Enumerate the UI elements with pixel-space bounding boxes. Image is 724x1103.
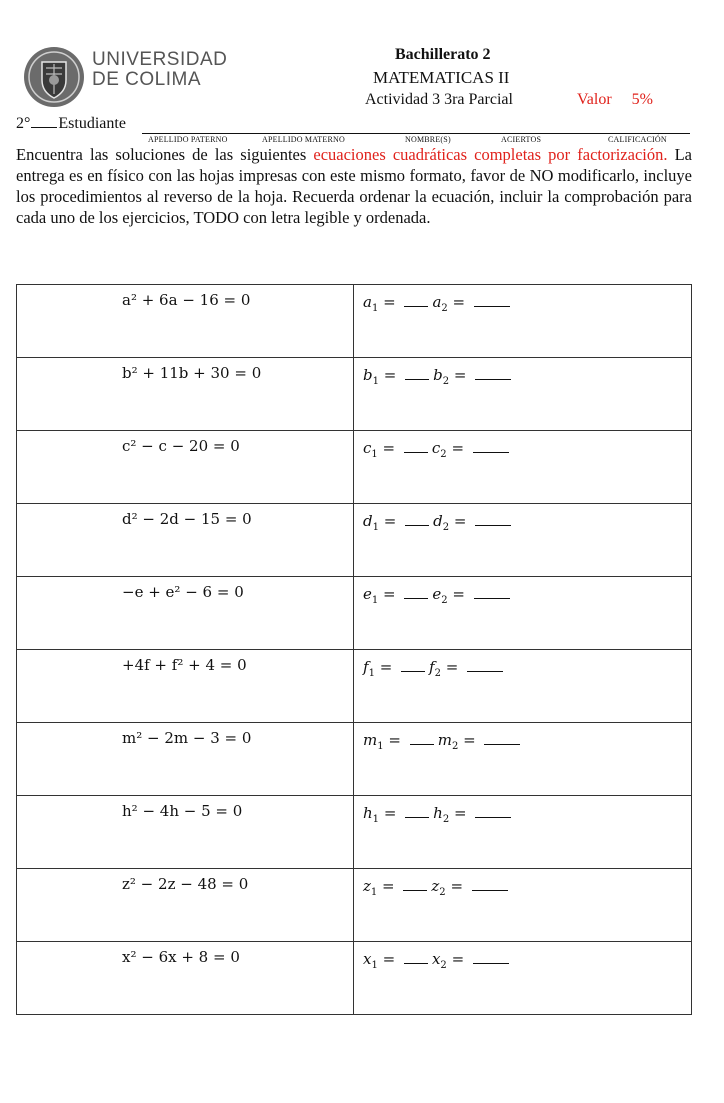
answer-subscript: 1	[371, 303, 379, 314]
answer-blanks[interactable]	[363, 877, 512, 898]
answer-variable: b	[433, 366, 443, 384]
answer-subscript: 1	[372, 814, 380, 825]
answer-variable: x	[363, 950, 372, 968]
answer-subscript: 1	[371, 595, 379, 606]
answer-variable: d	[363, 512, 373, 530]
answer-cell[interactable]	[354, 577, 692, 650]
equals-sign: =	[383, 731, 406, 749]
answer-blanks[interactable]	[363, 731, 524, 752]
answer-variable: c	[363, 439, 372, 457]
equation-cell	[17, 577, 354, 650]
field-aciertos: ACIERTOS	[501, 135, 542, 144]
subject-title: MATEMATICAS II	[373, 68, 510, 87]
answer-subscript: 1	[371, 449, 378, 460]
instructions-part1: Encuentra las soluciones de las siguientes	[16, 145, 314, 164]
answer-subscript: 2	[440, 449, 447, 460]
answer-blank-line[interactable]	[474, 296, 510, 307]
answer-blank-line[interactable]	[475, 515, 511, 526]
answer-blank-line[interactable]	[401, 661, 425, 672]
answer-variable: x	[431, 950, 441, 968]
answer-variable: a	[432, 293, 442, 311]
answer-variable: b	[363, 366, 373, 384]
equals-sign: =	[447, 293, 470, 311]
answer-subscript: 1	[368, 668, 375, 679]
answer-subscript: 2	[442, 814, 450, 825]
exercise-row	[17, 577, 692, 650]
answer-blank-line[interactable]	[405, 369, 429, 380]
equation-text: h² − 4h − 5 = 0	[122, 802, 243, 820]
equation-cell	[17, 431, 354, 504]
field-calificacion: CALIFICACIÓN	[608, 135, 667, 144]
exercise-row	[17, 796, 692, 869]
grade-blank[interactable]	[31, 115, 57, 128]
answer-blank-line[interactable]	[473, 442, 509, 453]
answer-cell[interactable]	[354, 285, 692, 358]
instructions-paragraph	[16, 144, 692, 228]
answer-subscript: 1	[371, 960, 378, 971]
answer-subscript: 2	[441, 595, 448, 606]
answer-cell[interactable]	[354, 650, 692, 723]
equals-sign: =	[374, 658, 398, 676]
answer-cell[interactable]	[354, 869, 692, 942]
answer-cell[interactable]	[354, 796, 692, 869]
answer-blanks[interactable]	[363, 366, 515, 387]
answer-blank-line[interactable]	[404, 588, 428, 599]
field-apellido-materno: APELLIDO MATERNO	[262, 135, 345, 144]
answer-blank-line[interactable]	[403, 880, 427, 891]
exercise-row	[17, 723, 692, 796]
answer-blanks[interactable]	[363, 512, 515, 533]
answer-variable: a	[363, 293, 372, 311]
answer-blanks[interactable]	[363, 804, 515, 825]
exercise-row	[17, 650, 692, 723]
grade-label: 2°	[16, 115, 31, 132]
answer-blanks[interactable]	[363, 585, 514, 606]
answer-cell[interactable]	[354, 942, 692, 1015]
answer-variable: z	[363, 877, 371, 895]
equals-sign: =	[378, 512, 402, 530]
answer-blank-line[interactable]	[473, 953, 509, 964]
equals-sign: =	[379, 804, 402, 822]
answer-subscript: 2	[451, 741, 459, 752]
equals-sign: =	[449, 804, 472, 822]
equals-sign: =	[377, 950, 400, 968]
equals-sign: =	[446, 950, 469, 968]
equation-cell	[17, 942, 354, 1015]
equation-cell	[17, 285, 354, 358]
university-name-line1: UNIVERSIDAD	[92, 49, 228, 70]
answer-variable: c	[431, 439, 441, 457]
answer-blank-line[interactable]	[405, 515, 429, 526]
answer-subscript: 2	[442, 376, 450, 387]
answer-subscript: 2	[434, 668, 441, 679]
answer-blanks[interactable]	[363, 439, 513, 460]
university-seal-logo	[22, 44, 86, 110]
equals-sign: =	[377, 877, 400, 895]
answer-subscript: 2	[439, 887, 446, 898]
equation-cell	[17, 358, 354, 431]
answer-subscript: 2	[442, 522, 450, 533]
answer-blank-line[interactable]	[472, 880, 508, 891]
equation-text: m² − 2m − 3 = 0	[122, 729, 252, 747]
instructions-highlight: ecuaciones cuadráticas completas por factorización.	[313, 145, 668, 164]
answer-cell[interactable]	[354, 358, 692, 431]
answer-blank-line[interactable]	[410, 734, 434, 745]
answer-variable: h	[363, 804, 373, 822]
answer-variable: m	[363, 731, 378, 749]
answer-blank-line[interactable]	[404, 953, 428, 964]
course-level: Bachillerato 2	[395, 46, 491, 63]
answer-variable: m	[437, 731, 452, 749]
activity-title: Actividad 3 3ra Parcial	[365, 91, 513, 108]
answer-subscript: 1	[377, 741, 384, 752]
answer-cell[interactable]	[354, 504, 692, 577]
equation-text: a² + 6a − 16 = 0	[122, 291, 251, 309]
exercise-row	[17, 942, 692, 1015]
answer-blank-line[interactable]	[404, 442, 428, 453]
student-line	[16, 115, 126, 133]
exercise-row	[17, 285, 692, 358]
equation-cell	[17, 796, 354, 869]
answer-blanks[interactable]	[363, 293, 514, 314]
answer-subscript: 2	[441, 303, 448, 314]
equals-sign: =	[440, 658, 464, 676]
exercise-row	[17, 504, 692, 577]
answer-blank-line[interactable]	[475, 807, 511, 818]
answer-variable: f	[363, 658, 369, 676]
instructions-part2: La entrega es en físico con las hojas impresas con este mismo formato, favor de NO modificarlo, incluye los procedimientos al reverso de la hoja. Recuerda ordenar la ecuación, incluir la comprobación para cada uno de los ejercicios, TODO con letra legible y ordenada.	[16, 145, 692, 227]
answer-blank-line[interactable]	[405, 807, 429, 818]
answer-blank-line[interactable]	[475, 369, 511, 380]
exercise-row	[17, 431, 692, 504]
exercise-row	[17, 869, 692, 942]
valor-indicator	[577, 91, 653, 109]
answer-subscript: 1	[372, 376, 379, 387]
answer-cell[interactable]	[354, 431, 692, 504]
exercise-row	[17, 358, 692, 431]
equation-text: d² − 2d − 15 = 0	[122, 510, 252, 528]
equation-cell	[17, 504, 354, 577]
answer-blanks[interactable]	[363, 658, 507, 679]
equals-sign: =	[449, 512, 472, 530]
answer-variable: e	[363, 585, 372, 603]
equals-sign: =	[447, 585, 470, 603]
valor-value: 5%	[631, 91, 653, 108]
answer-blank-line[interactable]	[484, 734, 520, 745]
equation-cell	[17, 650, 354, 723]
field-nombres: NOMBRE(S)	[405, 135, 451, 144]
answer-subscript: 1	[372, 522, 379, 533]
equation-text: +4f + f² + 4 = 0	[122, 656, 247, 674]
equation-text: x² − 6x + 8 = 0	[122, 948, 240, 966]
exercises-table	[16, 284, 692, 1015]
equation-text: z² − 2z − 48 = 0	[122, 875, 249, 893]
equals-sign: =	[449, 366, 472, 384]
equals-sign: =	[378, 585, 401, 603]
answer-variable: d	[433, 512, 443, 530]
equals-sign: =	[378, 366, 402, 384]
field-apellido-paterno: APELLIDO PATERNO	[148, 135, 228, 144]
equals-sign: =	[458, 731, 481, 749]
answer-variable: h	[433, 804, 443, 822]
university-name	[92, 50, 227, 90]
equals-sign: =	[445, 877, 468, 895]
university-name-line2: DE COLIMA	[92, 69, 202, 90]
equation-cell	[17, 869, 354, 942]
answer-cell[interactable]	[354, 723, 692, 796]
equation-text: c² − c − 20 = 0	[122, 437, 240, 455]
answer-subscript: 1	[370, 887, 378, 898]
equation-text: −e + e² − 6 = 0	[122, 583, 244, 601]
answer-variable: e	[432, 585, 442, 603]
answer-blank-line[interactable]	[467, 661, 503, 672]
student-name-underline[interactable]	[142, 133, 690, 134]
answer-variable: f	[429, 658, 435, 676]
answer-blanks[interactable]	[363, 950, 513, 971]
valor-label: Valor	[577, 91, 612, 108]
equals-sign: =	[446, 439, 469, 457]
answer-blank-line[interactable]	[474, 588, 510, 599]
equals-sign: =	[377, 439, 400, 457]
equals-sign: =	[378, 293, 401, 311]
equation-text: b² + 11b + 30 = 0	[122, 364, 262, 382]
answer-blank-line[interactable]	[404, 296, 428, 307]
equation-cell	[17, 723, 354, 796]
answer-subscript: 2	[440, 960, 447, 971]
answer-variable: z	[431, 877, 440, 895]
student-label: Estudiante	[58, 115, 126, 132]
